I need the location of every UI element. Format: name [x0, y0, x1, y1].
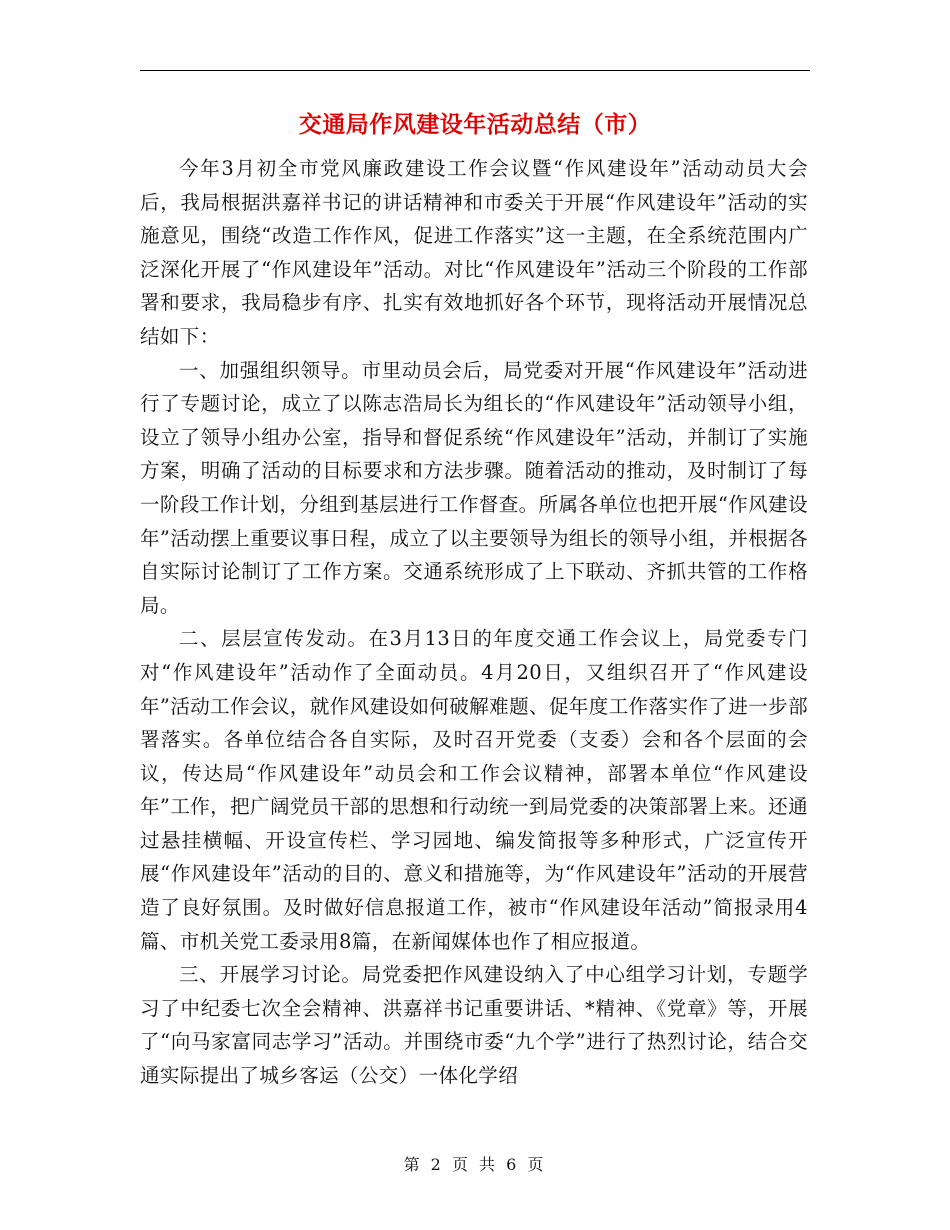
paragraph-organization: 一、加强组织领导。市里动员会后，局党委对开展“作风建设年”活动进行了专题讨论，成立了以陈志浩局长为组长的“作风建设年”活动领导小组，设立了领导小组办公室，指导和督促系统“作风建设年”活动，并制订了实施方案，明确了活动的目标要求和方法步骤。随着活动的推动，及时制订了每一阶段工作计划，分组到基层进行工作督查。所属各单位也把开展“作风建设年”活动摆上重要议事日程，成立了以主要领导为组长的领导小组，并根据各自实际讨论制订了工作方案。交通系统形成了上下联动、齐抓共管的工作格局。	[140, 358, 808, 617]
paragraph-intro: 今年3月初全市党风廉政建设工作会议暨“作风建设年”活动动员大会后，我局根据洪嘉祥书记的讲话精神和市委关于开展“作风建设年”活动的实施意见，围绕“改造工作作风，促进工作落实”这一主题，在全系统范围内广泛深化开展了“作风建设年”活动。对比“作风建设年”活动三个阶段的工作部署和要求，我局稳步有序、扎实有效地抓好各个环节，现将活动开展情况总结如下：	[140, 157, 808, 348]
document-title: 交通局作风建设年活动总结（市）	[298, 111, 652, 138]
header-rule	[140, 70, 810, 71]
paragraph-study: 三、开展学习讨论。局党委把作风建设纳入了中心组学习计划，专题学习了中纪委七次全会精神、洪嘉祥书记重要讲话、*精神、《党章》等，开展了“向马家富同志学习”活动。并围绕市委“九个学”进行了热烈讨论，结合交通实际提出了城乡客运（公交）一体化学绍	[140, 963, 808, 1088]
page-number: 第 2 页 共 6 页	[403, 1155, 547, 1174]
paragraph-publicity: 二、层层宣传发动。在3月13日的年度交通工作会议上，局党委专门对“作风建设年”活动作了全面动员。4月20日，又组织召开了“作风建设年”活动工作会议，就作风建设如何破解难题、促年度工作落实作了进一步部署落实。各单位结合各自实际，及时召开党委（支委）会和各个层面的会议，传达局“作风建设年”动员会和工作会议精神，部署本单位“作风建设年”工作，把广阔党员干部的思想和行动统一到局党委的决策部署上来。还通过悬挂横幅、开设宣传栏、学习园地、编发简报等多种形式，广泛宣传开展“作风建设年”活动的目的、意义和措施等，为“作风建设年”活动的开展营造了良好氛围。及时做好信息报道工作，被市“作风建设年活动”简报录用4篇、市机关党工委录用8篇，在新闻媒体也作了相应报道。	[140, 627, 808, 953]
document-body	[140, 152, 808, 1093]
